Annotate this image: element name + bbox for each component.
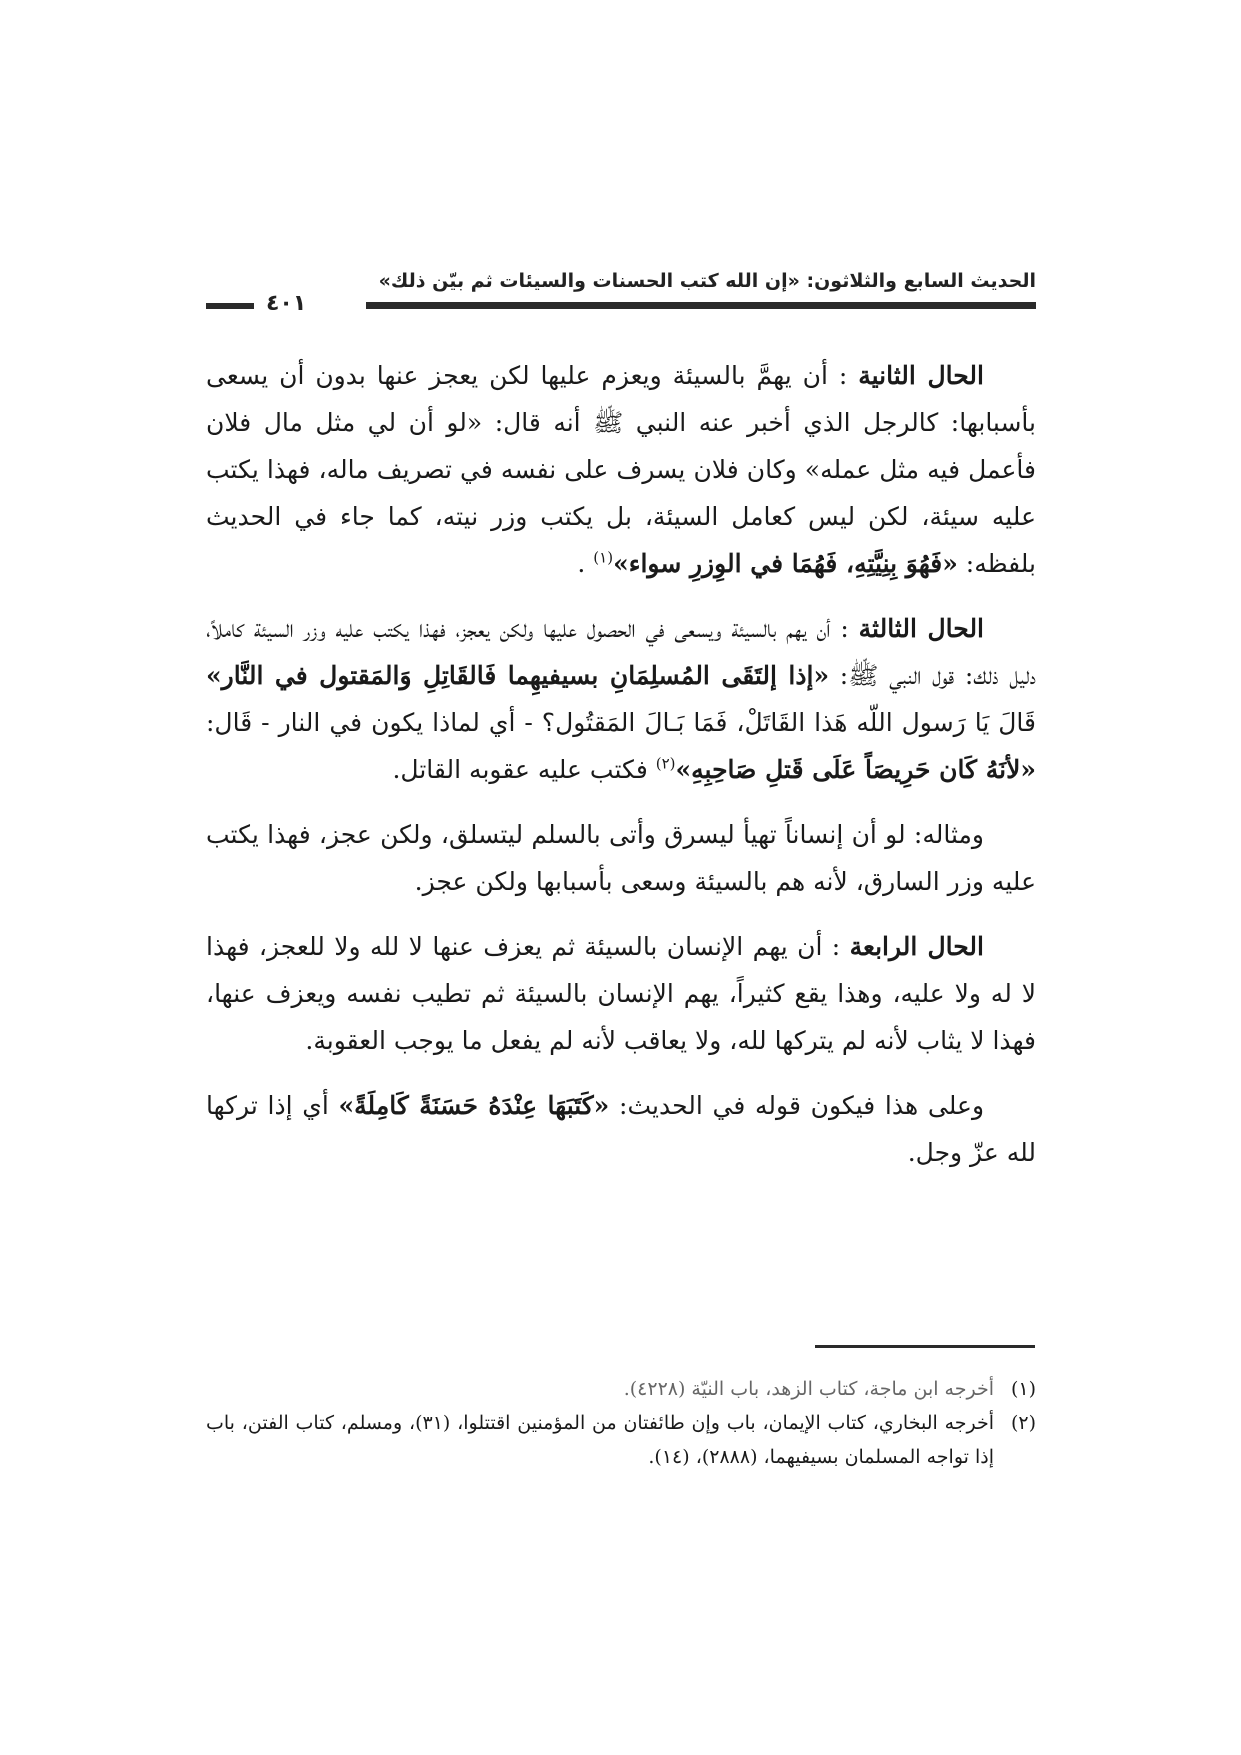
footnote-ref: (١) [593, 548, 614, 567]
paragraph-text: : أن يهم الإنسان بالسيئة ثم يعزف عنها لا لله ولا للعجز، فهذا لا له ولا عليه، وهذا يقع كثيراً، يهم الإنسان بالسيئة ثم تطيب نفسه ويعزف عنها، فهذا لا يثاب لأنه لم يتركها لله، ولا يعاقب لأنه لم يفعل ما يوجب العقوبة. [206, 932, 1036, 1055]
paragraph-heading: الحال الثالثة [858, 614, 985, 643]
paragraph-text: قَالَ يَا رَسول اللّه هَذا القَاتَلْ، فَمَا بَـالَ المَقتُول؟ - أي لماذا يكون في النار - قَال: [206, 708, 1036, 737]
footnote-1 [206, 1372, 1036, 1406]
paragraph-text: : أن يهم بالسيئة ويسعى في الحصول عليها ولكن يعجز، فهذا يكتب عليه وزر السيئة كاملاً، دليل ذلك: قول النبي ﷺ: [206, 614, 1037, 690]
footnote-ref: (٢) [655, 754, 676, 773]
paragraph-conclusion [206, 1082, 1036, 1176]
paragraph-heading: الحال الرابعة [849, 932, 984, 961]
footnote-divider [815, 1345, 1035, 1348]
hadith-quote: «إذا إلتَقَى المُسلِمَانِ بسيفيهِما فَالقَاتِلِ وَالمَقتول في النَّار» [206, 661, 830, 690]
paragraph-text: فكتب عليه عقوبه القاتل. [392, 755, 648, 784]
header-rule [366, 302, 1036, 309]
paragraph-text: وعلى هذا فيكون قوله في الحديث: [619, 1091, 985, 1120]
paragraph-text: أي إذا تركها لله عزّ وجل. [206, 1091, 1036, 1167]
hadith-quote: «كَتَبَهَا عِنْدَهُ حَسَنَةً كَامِلَةً» [338, 1091, 610, 1120]
paragraph-case-four [206, 923, 1036, 1064]
footnote-mark: (٢) [1010, 1412, 1036, 1434]
paragraph-case-two [206, 352, 1036, 587]
footnote-mark: (١) [1010, 1378, 1036, 1400]
main-text [206, 352, 1036, 1194]
hadith-quote: «لأنَهُ كَان حَرِيصَاً عَلَى قَتلِ صَاحِبِهِ» [675, 755, 1036, 784]
footnote-text: أخرجه البخاري، كتاب الإيمان، باب وإن طائفتان من المؤمنين اقتتلوا، (٣١)، ومسلم، كتاب الفتن، باب إذا تواجه المسلمان بسيفيهما، (٢٨٨٨)، (١٤). [206, 1412, 995, 1468]
page-number-bar [206, 303, 254, 309]
paragraph-text: : أن يهمَّ بالسيئة ويعزم عليها لكن يعجز عنها بدون أن يسعى بأسبابها: كالرجل الذي أخبر عنه النبي ﷺ أنه قال: «لو أن لي مثل مال فلان فأعمل فيه مثل عمله» وكان فلان يسرف على نفسه في تصريف ماله، فهذا يكتب عليه سيئة، لكن ليس كعامل السيئة، بل يكتب وزر نيته، كما جاء في الحديث بلفظه: [206, 361, 1036, 578]
footnote-text: أخرجه ابن ماجة، كتاب الزهد، باب النيّة (٤٢٢٨). [623, 1378, 994, 1400]
paragraph-end: . [577, 549, 586, 578]
footnotes [206, 1372, 1036, 1474]
page-number: ٤٠١ [266, 291, 307, 316]
running-title: الحديث السابع والثلاثون: «إن الله كتب الحسنات والسيئات ثم بيّن ذلك» [378, 270, 1036, 292]
running-header [206, 268, 1036, 318]
paragraph-case-three [206, 605, 1036, 793]
paragraph-example [206, 811, 1036, 905]
paragraph-text: ومثاله: لو أن إنساناً تهيأ ليسرق وأتى بالسلم ليتسلق، ولكن عجز، فهذا يكتب عليه وزر السارق، لأنه هم بالسيئة وسعى بأسبابها ولكن عجز. [206, 820, 1036, 896]
hadith-quote: «فَهُوَ بِنِيَّتِهِ، فَهُمَا في الوِزرِ سواء» [613, 549, 958, 578]
footnote-2 [206, 1406, 1036, 1474]
paragraph-heading: الحال الثانية [858, 361, 984, 390]
